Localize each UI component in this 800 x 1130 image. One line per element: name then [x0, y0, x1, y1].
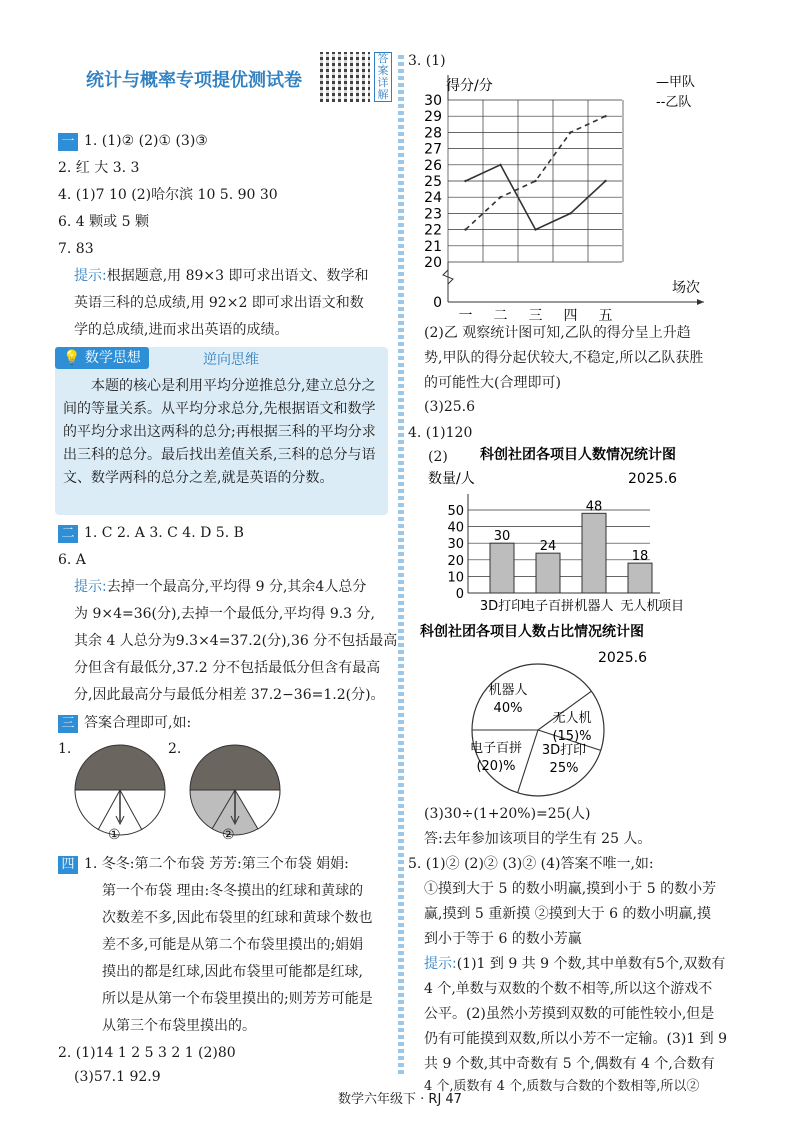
section-badge: 二 — [58, 525, 78, 543]
x-axis-label: 场次 — [672, 280, 700, 296]
q5-line: 到小于等于 6 的数小芳赢 — [424, 931, 582, 947]
q3-part2: (2)乙 观察统计图可知,乙队的得分呈上升趋 — [424, 325, 691, 341]
x-tick-label: 机器人 — [574, 599, 614, 614]
y-tick-label: 30 — [424, 93, 442, 109]
bar-value-label: 48 — [585, 499, 603, 515]
answer-line: 次数差不多,因此布袋里的红球和黄球个数也 — [102, 910, 373, 926]
hint-text: 根据题意,用 89×3 即可求出语文、数学和 — [106, 268, 369, 284]
y-tick-label: 30 — [447, 537, 464, 553]
section-1-q4: 4. (1)7 10 (2)哈尔滨 10 5. 90 30 — [58, 187, 278, 203]
q5-part1: 5. (1)② (2)② (3)② (4)答案不唯一,如: — [408, 856, 654, 872]
section-1-q6: 6. 4 颗或 5 颗 — [58, 214, 149, 230]
legend-entry: —甲队 — [656, 75, 696, 90]
y-tick-label: 50 — [447, 504, 464, 519]
line-chart — [404, 70, 724, 325]
spinner-2-number: 2. — [168, 741, 182, 757]
q4-answer: 答:去年参加该项目的学生有 25 人。 — [424, 831, 652, 847]
hint-line: 公平。(2)虽然小芳摸到双数的可能性较小,但是 — [424, 1006, 715, 1022]
hint-line: 其余 4 人总分为9.3×4=37.2(分),36 分不包括最高 — [74, 633, 398, 649]
spinner-2-dark-half — [190, 745, 280, 790]
legend-entry: --乙队 — [656, 95, 692, 110]
y-tick-label: 23 — [424, 206, 442, 223]
spinner-2-caption: ② — [222, 827, 235, 843]
q4-part1: 4. (1)120 — [408, 425, 473, 441]
pie-slice-name: 机器人 — [488, 683, 528, 698]
x-axis-label: 项目 — [658, 599, 685, 614]
section-badge: 一 — [58, 133, 78, 151]
chart-title: 科创社团各项目人数情况统计图 — [480, 447, 676, 463]
qr-code-overlay — [320, 52, 370, 102]
hint-line: 分但含有最低分,37.2 分不包括最低分但含有最高 — [74, 660, 381, 676]
section-4-q2-part3: (3)57.1 92.9 — [74, 1069, 161, 1085]
math-thinking-label: 数学思想 — [84, 350, 141, 366]
x-tick-label: 五 — [598, 308, 613, 324]
q3-part3: (3)25.6 — [424, 399, 476, 415]
hint-line: 为 9×4=36(分),去掉一个最低分,平均得 9.3 分, — [74, 606, 375, 622]
hint-line: 学的总成绩,进而求出英语的成绩。 — [74, 322, 289, 338]
y-tick-label: 25 — [424, 174, 442, 190]
bar-无人机 — [628, 563, 652, 593]
data-point — [604, 115, 606, 117]
answer-line: 摸出的都是红球,因此布袋里可能都是红球, — [102, 964, 363, 980]
data-point — [464, 228, 466, 230]
y-tick-label: 10 — [447, 570, 464, 586]
hint-label: 提示: — [424, 956, 457, 972]
section-3-intro — [58, 712, 191, 734]
pie-slice-value: (20)% — [476, 759, 516, 774]
page-title: 统计与概率专项提优测试卷 — [86, 70, 302, 91]
answer-line: 所以是从第一个布袋里摸出的;则芳芳可能是 — [102, 991, 373, 1007]
x-tick-label: 一 — [458, 308, 473, 324]
x-axis-arrow-icon — [697, 299, 704, 305]
page-footer: 数学六年级下 · RJ 47 — [338, 1092, 462, 1107]
y-axis-label: 得分/分 — [446, 78, 493, 94]
hint-line: 分,因此最高分与最低分相差 37.2−36=1.2(分)。 — [74, 687, 385, 703]
pie-slice-value: 40% — [493, 701, 523, 716]
pie-slice-value: 25% — [549, 761, 579, 776]
data-point — [604, 180, 606, 182]
section-1-q7: 7. 83 — [58, 241, 94, 257]
y-tick-label: 29 — [424, 109, 442, 126]
data-point — [569, 212, 571, 214]
data-point — [499, 196, 501, 198]
y-tick-label: 26 — [424, 157, 442, 174]
y-axis-label: 数量/人 — [428, 471, 475, 487]
pie-slice-name: 3D打印 — [541, 743, 587, 758]
answer-text: 1. C 2. A 3. C 4. D 5. B — [84, 525, 244, 541]
answer-text: 答案合理即可,如: — [84, 715, 192, 731]
y-tick-label: 20 — [447, 553, 464, 569]
x-tick-label: 电子百拼 — [521, 599, 575, 614]
pie-chart — [420, 616, 720, 801]
math-thinking-box — [55, 347, 388, 515]
section-2-q6: 6. A — [58, 552, 86, 568]
answer-line: 差不多,可能是从第二个布袋里摸出的;娟娟 — [102, 937, 364, 953]
section-badge: 四 — [58, 856, 78, 874]
pie-slice-name: 电子百拼 — [469, 741, 523, 756]
y-tick-label: 24 — [424, 190, 442, 207]
y-tick-label: 0 — [455, 587, 464, 602]
hint-line — [74, 576, 366, 598]
hint-line: 4 个,质数有 4 个,质数与合数的个数相等,所以② — [424, 1079, 700, 1094]
hint-label: 提示: — [74, 579, 107, 595]
y-tick-label: 28 — [424, 125, 442, 142]
data-point — [534, 228, 536, 230]
y-tick-label: 40 — [447, 520, 464, 536]
x-tick-label: 三 — [528, 308, 543, 324]
hint-line — [74, 265, 369, 287]
hint-line: 英语三科的总成绩,用 92×2 即可求出语文和数 — [74, 295, 364, 311]
section-2-q1 — [58, 522, 244, 544]
chart-title: 科创社团各项目人数占比情况统计图 — [420, 624, 644, 640]
math-thinking-tag: 💡 数学思想 — [55, 347, 149, 369]
qr-label: 答案详解 — [374, 52, 392, 102]
section-badge: 三 — [58, 715, 78, 733]
section-4-q2: 2. (1)14 1 2 5 3 2 1 (2)80 — [58, 1045, 236, 1061]
answer-text: 1. (1)② (2)① (3)③ — [84, 133, 208, 149]
y-tick-label: 20 — [424, 255, 442, 271]
hint-text: 去掉一个最高分,平均得 9 分,其余4人总分 — [106, 579, 367, 595]
bar-电子百拼 — [536, 553, 560, 593]
q4-part2: (2) — [428, 449, 448, 465]
data-point — [569, 131, 571, 133]
x-tick-label: 四 — [563, 308, 578, 324]
hint-line: 4 个,单数与双数的个数不相等,所以这个游戏不 — [424, 981, 713, 997]
y-tick-label: 21 — [424, 238, 442, 255]
spinner-1-caption: ① — [108, 827, 121, 843]
chart-date: 2025.6 — [628, 471, 677, 487]
q5-line: 赢,摸到 5 重新摸 ②摸到大于 6 的数小明赢,摸 — [424, 906, 711, 922]
chart-date: 2025.6 — [598, 650, 647, 666]
x-tick-label: 3D打印 — [479, 599, 525, 614]
data-point — [499, 164, 501, 166]
math-thinking-body: 本题的核心是利用平均分逆推总分,建立总分之间的等量关系。从平均分求总分,先根据语文和数学的平均分求出这两科的总分;再根据三科的平均分求出三科的总分。最后找出差值关系,三科的总分与语文、数学两科的总分之差,就是英语的分数。 — [63, 378, 376, 486]
math-thinking-subtitle: 逆向思维 — [203, 352, 259, 368]
bar-value-label: 24 — [539, 539, 557, 555]
data-point — [534, 180, 536, 182]
bar-机器人 — [582, 513, 606, 593]
q5-line: ①摸到大于 5 的数小明赢,摸到小于 5 的数小芳 — [424, 881, 717, 897]
hint-text: (1)1 到 9 共 9 个数,其中单数有5个,双数有 — [456, 956, 726, 972]
bar-value-label: 30 — [493, 529, 511, 545]
answer-line: 从第三个布袋里摸出的。 — [102, 1018, 256, 1034]
bar-value-label: 18 — [631, 549, 649, 565]
section-1-q1 — [58, 130, 208, 152]
section-4-q1 — [58, 853, 349, 875]
hint-line: 共 9 个数,其中奇数有 5 个,偶数有 4 个,合数有 — [424, 1056, 715, 1072]
q3-label: 3. (1) — [408, 53, 446, 69]
bar-chart — [420, 446, 720, 616]
hint-label: 提示: — [74, 268, 107, 284]
hint-line — [424, 953, 725, 975]
data-point — [464, 180, 466, 182]
q3-part2: 势,甲队的得分起伏较大,不稳定,所以乙队获胜 — [424, 350, 704, 366]
series-line-乙队 — [466, 116, 606, 229]
y-tick-label: 27 — [424, 141, 442, 158]
pie-slice-name: 无人机 — [552, 711, 592, 726]
y-tick-label: 0 — [433, 295, 442, 311]
answer-line: 第一个布袋 理由:冬冬摸出的红球和黄球的 — [102, 883, 364, 899]
spinner-1-number: 1. — [58, 741, 72, 757]
pie-slice-value: (15)% — [552, 729, 592, 744]
x-tick-label: 二 — [493, 308, 508, 324]
y-tick-label: 22 — [424, 222, 442, 239]
spinner-1-dark-half — [75, 745, 165, 790]
q3-part2: 的可能性大(合理即可) — [424, 375, 561, 391]
q4-part3: (3)30÷(1+20%)=25(人) — [424, 806, 591, 822]
x-tick-label: 无人机 — [620, 599, 660, 614]
bar-3D打印 — [490, 543, 514, 593]
hint-line: 仍有可能摸到双数,所以小芳不一定输。(3)1 到 9 — [424, 1031, 727, 1047]
answer-text: 1. 冬冬:第二个布袋 芳芳:第三个布袋 娟娟: — [84, 856, 349, 872]
section-1-q2: 2. 红 大 3. 3 — [58, 160, 140, 176]
